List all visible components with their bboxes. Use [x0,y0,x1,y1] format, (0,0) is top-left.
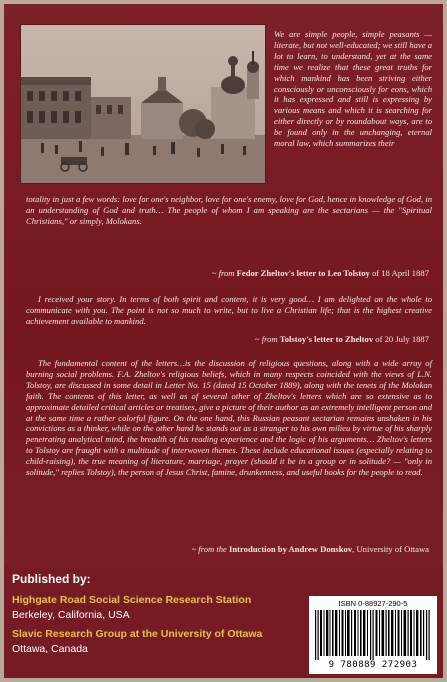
publisher-org-1: Highgate Road Social Science Research Station [12,594,252,606]
quote-tolstoy [26,294,432,327]
book-back-cover [4,4,443,678]
attribution-source: Tolstoy's letter to Zheltov [279,334,374,344]
historical-street-photo [20,24,266,184]
text-panel [4,4,443,564]
attribution-prefix: ~ from the [191,544,229,554]
attribution-introduction [191,544,429,554]
publisher-location-2: Ottawa, Canada [12,643,88,655]
isbn-barcode-box [309,596,437,674]
isbn-label: ISBN 0-88927-290-5 [338,599,408,608]
attribution-zheltov [212,268,429,278]
attribution-source: Introduction by Andrew Donskov [229,544,353,554]
quote-zheltov-top: We are simple people, simple peasants — literate, but not well-educated; we still have a lot to learn, to understand, yet at the same time we realize that these great truths for which mankind has been striving either consciously or unconsciously for eons, which it has expressed and still is expressing by various means and which it is searching for either directly or by roundabout ways, are to be found only in the unchanging, eternal moral law, which summarizes their [274,29,432,149]
published-by-heading: Published by: [12,572,91,586]
publisher-section [4,564,443,678]
publisher-location-1: Berkeley, California, USA [12,609,130,621]
attribution-date: of 20 July 1887 [373,334,429,344]
isbn-digits: 9 780889 272903 [328,660,418,670]
attribution-tolstoy [255,334,429,344]
introduction-excerpt [26,358,432,478]
attribution-prefix: ~ from [254,334,280,344]
attribution-date: of 18 April 1887 [369,268,429,278]
barcode-icon [313,610,433,660]
attribution-prefix: ~ from [211,268,237,278]
quote-zheltov-continued: totality in just a few words: love for one's neighbor, love for one's enemy, love for God, hence in knowledge of God, in an understanding of God and truth… The people of whom I am speaking are the sectarians — the "Spiritual Christians," or simply, Molokans. [26,194,432,226]
attribution-affiliation: , University of Ottawa [352,544,429,554]
attribution-source: Fedor Zheltov's letter to Leo Tolstoy [236,268,370,278]
introduction-text: The fundamental content of the letters…is the discussion of religious questions, along with a wide array of burning social problems. F.A. Zheltov's religious beliefs, which in many respects coincided with the views of L.N. Tolstoy, are discussed in some detail in Letter No. 15 (dated 15 October 1889), along with the tenets of the Molokan faith. The contents of this letter, as well as of several other of Zheltov's letters which are so extensive as to approximate detailed critical articles or treatises, give a picture of their author as an extremely intelligent person and at the same time a rather colorful figure. On the one hand, this Russian peasant sectarian remains unshaken in his convictions as a thinker, while on the other hand he stands out as a stranger to his own milieu by virtue of his sharply penetrating analytical mind, the breadth of his reading experience and the logic of his arguments… Zheltov's letters to Tolstoy are fraught with a multitude of interwoven themes. These include educational issues (especially relating to child-raising), the true meaning of literature, marriage, prayer (should it be in a group or in solitude? — "only in solitude," replies Tolstoy), the person of Jesus Christ, famine, drunkenness, and useful books for the people to read. [26,358,432,478]
quote-tolstoy-text: I received your story. In terms of both spirit and content, it is very good… I am delighted on the whole to communicate with you. The point is not so much to write, but to live a Christian life; that is the highest creative achievement available to mankind. [26,294,432,326]
publisher-org-2: Slavic Research Group at the University of Ottawa [12,628,263,640]
